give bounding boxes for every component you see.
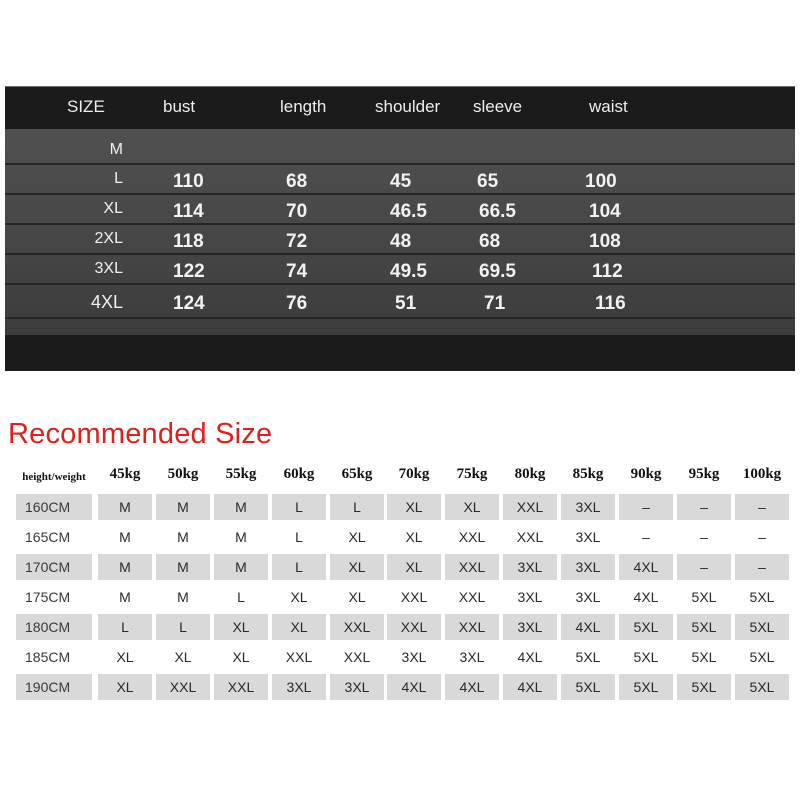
size-cell: M (177, 589, 189, 605)
size-cell: – (758, 529, 766, 545)
weight-header: 65kg (341, 466, 373, 482)
size-cell: XXL (458, 589, 486, 605)
header-sleeve: sleeve (473, 97, 523, 116)
size-cell: 4XL (619, 554, 673, 580)
size-cell: XXL (458, 529, 486, 545)
height-cell: 180CM (16, 614, 92, 640)
size-cell: L (272, 554, 326, 580)
size-label: 3XL (94, 260, 123, 277)
size-label: 2XL (94, 230, 123, 247)
waist-value: 116 (595, 293, 626, 314)
size-cell: 4XL (387, 674, 441, 700)
size-cell: XXL (214, 674, 268, 700)
size-cell: M (235, 529, 247, 545)
size-cell: L (272, 494, 326, 520)
size-cell: XL (330, 554, 384, 580)
length-value: 76 (286, 293, 308, 314)
size-cell: XXL (156, 674, 210, 700)
header-bust: bust (163, 97, 196, 116)
weight-header: 85kg (572, 466, 604, 482)
size-cell: XXL (503, 494, 557, 520)
size-cell: M (98, 554, 152, 580)
size-cell: – (642, 529, 650, 545)
size-cell: XXL (387, 614, 441, 640)
size-label: L (114, 170, 123, 187)
bust-value: 118 (173, 231, 204, 252)
size-cell: XXL (285, 649, 313, 665)
size-cell: M (214, 554, 268, 580)
weight-header: 100kg (742, 466, 782, 482)
weight-header: 55kg (225, 466, 257, 482)
size-cell: 4XL (517, 649, 543, 665)
size-cell: 3XL (459, 649, 485, 665)
size-cell: L (98, 614, 152, 640)
sleeve-value: 69.5 (479, 261, 516, 282)
height-cell: 160CM (16, 494, 92, 520)
size-cell: M (177, 529, 189, 545)
size-cell: 5XL (619, 614, 673, 640)
size-label: XL (103, 200, 123, 217)
recommended-size-title: Recommended Size (8, 418, 273, 450)
size-cell: XL (445, 494, 499, 520)
size-cell: XXL (516, 529, 544, 545)
size-cell: XL (98, 674, 152, 700)
size-cell: 5XL (561, 674, 615, 700)
size-cell: XL (387, 494, 441, 520)
size-cell: 3XL (575, 589, 601, 605)
size-cell: XL (387, 554, 441, 580)
size-cell: XL (116, 649, 134, 665)
size-cell: XL (348, 589, 366, 605)
size-cell: XL (214, 614, 268, 640)
size-cell: 4XL (503, 674, 557, 700)
header-size: SIZE (67, 97, 105, 116)
size-cell: – (735, 494, 789, 520)
size-cell: 3XL (517, 589, 543, 605)
size-cell: 5XL (677, 614, 731, 640)
size-cell: 5XL (575, 649, 601, 665)
height-cell: 175CM (25, 589, 71, 605)
waist-value: 112 (592, 261, 623, 282)
size-label: 4XL (90, 292, 123, 312)
shoulder-value: 51 (395, 293, 417, 314)
weight-header: 45kg (109, 466, 141, 482)
weight-header: 70kg (398, 466, 430, 482)
sleeve-value: 66.5 (479, 201, 516, 222)
weight-header: 90kg (630, 466, 662, 482)
size-cell: 3XL (272, 674, 326, 700)
length-value: 72 (286, 231, 308, 252)
size-cell: 3XL (561, 494, 615, 520)
length-value: 68 (286, 171, 308, 192)
size-row-2xl (5, 227, 795, 257)
size-cell: M (156, 554, 210, 580)
shoulder-value: 46.5 (390, 201, 427, 222)
size-cell: 5XL (677, 674, 731, 700)
size-cell: 3XL (503, 554, 557, 580)
table-row (16, 614, 793, 640)
size-row-m (5, 137, 795, 167)
height-cell: 190CM (16, 674, 92, 700)
size-cell: XXL (343, 649, 371, 665)
size-cell: XL (348, 529, 366, 545)
sleeve-value: 71 (484, 293, 506, 314)
size-cell: M (98, 494, 152, 520)
size-cell: 4XL (633, 589, 659, 605)
waist-value: 108 (589, 231, 621, 252)
bust-value: 114 (173, 201, 204, 222)
size-cell: XL (232, 649, 250, 665)
table-row (16, 674, 793, 700)
table-row (16, 524, 793, 550)
size-cell: 5XL (735, 614, 789, 640)
waist-value: 104 (589, 201, 621, 222)
size-cell: XXL (400, 589, 428, 605)
size-cell: 3XL (561, 554, 615, 580)
bust-value: 110 (173, 171, 204, 192)
size-cell: M (119, 529, 131, 545)
size-cell: 5XL (749, 589, 775, 605)
size-cell: L (156, 614, 210, 640)
size-cell: XXL (330, 614, 384, 640)
weight-header: 50kg (167, 466, 199, 482)
size-cell: 5XL (749, 649, 775, 665)
sleeve-value: 65 (477, 171, 499, 192)
height-cell: 185CM (25, 649, 71, 665)
weight-header: 80kg (514, 466, 546, 482)
size-cell: – (700, 529, 708, 545)
weight-header: 75kg (456, 466, 488, 482)
header-shoulder: shoulder (375, 97, 441, 116)
height-cell: 170CM (16, 554, 92, 580)
size-cell: M (214, 494, 268, 520)
size-cell: 5XL (619, 674, 673, 700)
size-row-3xl (5, 257, 795, 287)
size-cell: M (156, 494, 210, 520)
header-length: length (280, 97, 327, 116)
size-cell: M (119, 589, 131, 605)
size-cell: L (237, 589, 245, 605)
size-row-xl (5, 197, 795, 227)
size-cell: XL (290, 589, 308, 605)
size-cell: XL (174, 649, 192, 665)
size-cell: 4XL (561, 614, 615, 640)
size-cell: 3XL (401, 649, 427, 665)
size-row-l (5, 167, 795, 197)
size-cell: 3XL (503, 614, 557, 640)
bust-value: 124 (173, 293, 205, 314)
size-cell: – (619, 494, 673, 520)
size-chart (5, 86, 795, 371)
size-cell: 5XL (691, 649, 717, 665)
size-cell: XXL (445, 554, 499, 580)
size-cell: 4XL (445, 674, 499, 700)
table-row (16, 584, 793, 610)
table-row (16, 554, 793, 580)
size-row-4xl (5, 289, 795, 319)
size-label: M (109, 141, 123, 158)
height-cell: 165CM (25, 529, 71, 545)
weight-header: 60kg (283, 466, 315, 482)
waist-value: 100 (585, 171, 617, 192)
size-cell: XL (272, 614, 326, 640)
size-cell: 3XL (575, 529, 601, 545)
length-value: 74 (286, 261, 308, 282)
shoulder-value: 48 (390, 231, 412, 252)
size-cell: 5XL (691, 589, 717, 605)
size-cell: XXL (445, 614, 499, 640)
weight-header: 95kg (688, 466, 720, 482)
header-waist: waist (589, 97, 628, 116)
table-row (16, 644, 793, 670)
size-cell: – (735, 554, 789, 580)
shoulder-value: 49.5 (390, 261, 427, 282)
sleeve-value: 68 (479, 231, 501, 252)
size-cell: L (330, 494, 384, 520)
shoulder-value: 45 (390, 171, 412, 192)
height-weight-header: height/weight (22, 471, 86, 483)
bust-value: 122 (173, 261, 205, 282)
size-cell: XL (405, 529, 423, 545)
size-cell: 5XL (633, 649, 659, 665)
size-cell: L (295, 529, 303, 545)
size-cell: 3XL (330, 674, 384, 700)
size-cell: 5XL (735, 674, 789, 700)
table-row (16, 494, 793, 520)
size-cell: – (677, 554, 731, 580)
size-cell: – (677, 494, 731, 520)
length-value: 70 (286, 201, 308, 222)
